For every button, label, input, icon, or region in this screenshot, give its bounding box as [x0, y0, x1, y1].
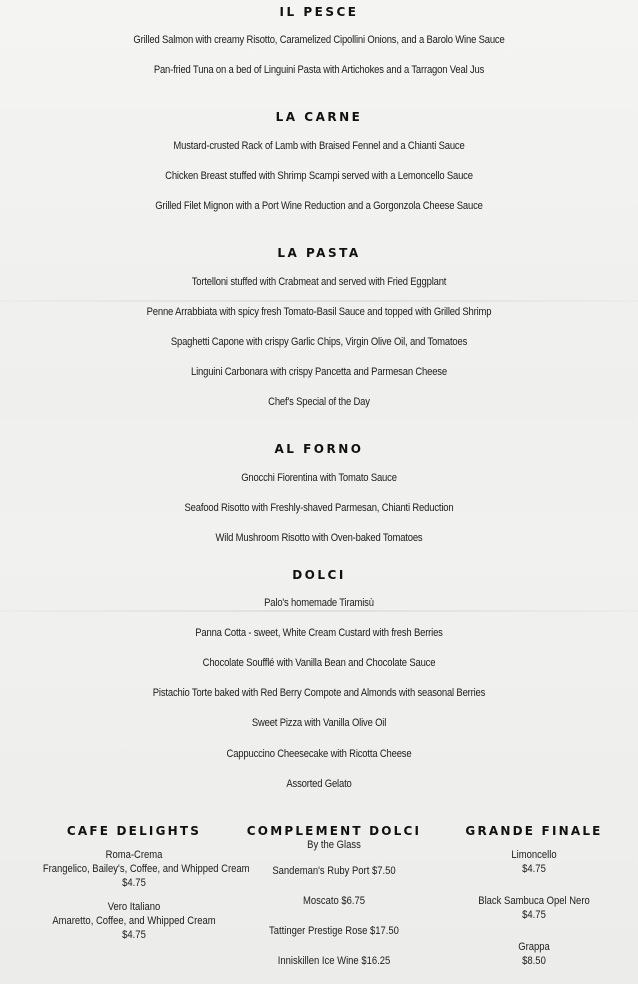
- section-heading: LA PASTA: [277, 246, 361, 260]
- liqueur-name: Grappa: [518, 941, 550, 953]
- section-heading: COMPLEMENT DOLCI: [246, 824, 422, 838]
- drink-description: Amaretto, Coffee, and Whipped Cream: [52, 915, 216, 927]
- menu-item: Linguini Carbonara with crispy Pancetta and Parmesan Cheese: [191, 366, 447, 378]
- wine-item: Moscato $6.75: [302, 895, 366, 907]
- section-heading: AL FORNO: [274, 442, 364, 456]
- section-heading: IL PESCE: [279, 5, 359, 19]
- menu-item: Chocolate Soufflé with Vanilla Bean and Chocolate Sauce: [202, 657, 436, 669]
- menu-item: Cappuccino Cheesecake with Ricotta Cheese: [226, 748, 412, 760]
- complement-dolci-column: [228, 824, 440, 968]
- menu-item: Grilled Filet Mignon with a Port Wine Reduction and a Gorgonzola Cheese Sauce: [155, 200, 483, 212]
- grande-finale-column: [428, 824, 638, 968]
- paper-fold: [0, 610, 638, 612]
- menu-item: Chicken Breast stuffed with Shrimp Scampi served with a Lemoncello Sauce: [165, 170, 473, 182]
- menu-item: Spaghetti Capone with crispy Garlic Chips, Virgin Olive Oil, and Tomatoes: [170, 336, 468, 348]
- menu-item: Grilled Salmon with creamy Risotto, Caramelized Cipollini Onions, and a Barolo Wine Sauce: [133, 34, 505, 46]
- menu-item: Chef's Special of the Day: [268, 396, 370, 408]
- cafe-delights-column: [28, 824, 250, 942]
- drink-name: Roma-Crema: [105, 849, 163, 861]
- liqueur-price: $4.75: [522, 863, 546, 875]
- paper-fold: [0, 300, 638, 302]
- menu-item: Sweet Pizza with Vanilla Olive Oil: [251, 717, 387, 729]
- section-heading: LA CARNE: [275, 110, 363, 124]
- liqueur-name: Limoncello: [511, 849, 557, 861]
- menu-item: Pistachio Torte baked with Red Berry Compote and Almonds with seasonal Berries: [152, 687, 486, 699]
- liqueur-price: $8.50: [522, 955, 546, 967]
- menu-item: Gnocchi Fiorentina with Tomato Sauce: [241, 472, 397, 484]
- liqueur-name: Black Sambuca Opel Nero: [478, 895, 590, 907]
- menu-item: Palo's homemade Tiramisù: [264, 597, 374, 609]
- menu-item: Wild Mushroom Risotto with Oven-baked Tomatoes: [215, 532, 423, 544]
- section-heading: GRANDE FINALE: [465, 824, 603, 838]
- menu-item: Assorted Gelato: [286, 778, 352, 790]
- section-heading: CAFE DELIGHTS: [66, 824, 202, 838]
- wine-item: Inniskillen Ice Wine $16.25: [277, 955, 391, 967]
- menu-item: Mustard-crusted Rack of Lamb with Braised Fennel and a Chianti Sauce: [173, 140, 465, 152]
- drink-price: $4.75: [122, 877, 146, 889]
- wine-item: Tattinger Prestige Rose $17.50: [269, 925, 399, 937]
- menu-item: Tortelloni stuffed with Crabmeat and served with Fried Eggplant: [191, 276, 447, 288]
- section-subtitle: By the Glass: [307, 839, 361, 851]
- drink-description: Frangelico, Bailey's, Coffee, and Whipped Cream: [42, 863, 250, 875]
- menu-item: Penne Arrabbiata with spicy fresh Tomato-Basil Sauce and topped with Grilled Shrimp: [146, 306, 492, 318]
- menu-item: Seafood Risotto with Freshly-shaved Parmesan, Chianti Reduction: [184, 502, 454, 514]
- drink-price: $4.75: [122, 929, 146, 941]
- section-heading: DOLCI: [292, 568, 346, 582]
- menu-item: Pan-fried Tuna on a bed of Linguini Pasta with Artichokes and a Tarragon Veal Jus: [153, 64, 485, 76]
- liqueur-price: $4.75: [522, 909, 546, 921]
- drink-name: Vero Italiano: [107, 901, 161, 913]
- wine-item: Sandeman's Ruby Port $7.50: [272, 865, 396, 877]
- menu-item: Panna Cotta - sweet, White Cream Custard with fresh Berries: [195, 627, 443, 639]
